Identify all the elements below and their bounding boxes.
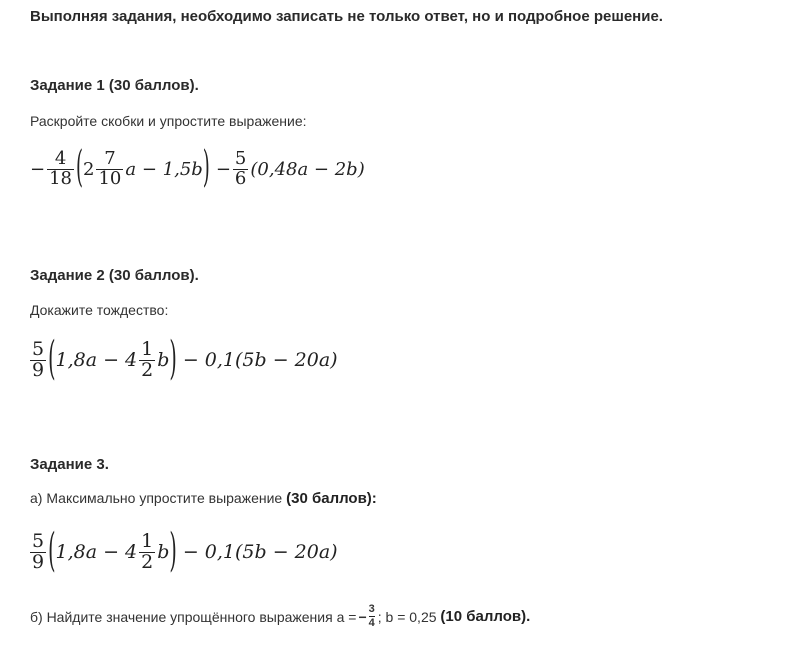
task3-f2-denominator: 2 [141, 550, 154, 573]
task2-tail-term: − 0,1(5b − 20a) [182, 349, 338, 372]
task2-expression [28, 332, 338, 386]
task3-f1-denominator: 9 [32, 550, 45, 573]
task1-f3-numerator: 5 [234, 148, 247, 169]
task2-fraction-1 [30, 340, 46, 381]
intro-text: Выполняя задания, необходимо записать не только ответ, но и подробное решение. [30, 8, 663, 25]
task2-instruction: Докажите тождество: [30, 302, 169, 318]
task1-fraction-1 [47, 150, 74, 189]
task3-f1-numerator: 5 [32, 530, 45, 552]
task3-part-a-text: а) Максимально упростите выражение [30, 490, 287, 506]
task2-f2-numerator: 1 [141, 338, 154, 360]
task1-expression [30, 142, 365, 194]
task2-fraction-2 [139, 340, 155, 381]
task3-title: Задание 3. [30, 456, 109, 473]
task1-title: Задание 1 (30 баллов). [30, 77, 199, 94]
task3-part-b-points: (10 баллов). [440, 608, 531, 625]
task1-sign: − [30, 158, 46, 180]
task2-right-paren: ) [169, 332, 177, 386]
task3-fraction-1 [30, 532, 46, 573]
task3-part-a [30, 490, 377, 507]
task1-fraction-3 [233, 150, 248, 189]
task3-part-b [30, 604, 530, 629]
task3-head-term: 1,8a − 4 [55, 541, 138, 564]
task1-f2-numerator: 7 [104, 148, 116, 169]
task3-part-b-rest: ; b = 0,25 [377, 608, 441, 625]
task1-f1-numerator: 4 [54, 148, 67, 169]
task3-expression [28, 524, 338, 578]
task3-part-b-minus: − [358, 608, 367, 625]
task1-f1-denominator: 18 [49, 167, 72, 189]
task3-part-b-fraction [369, 604, 375, 629]
task2-f2-denominator: 2 [141, 358, 154, 381]
task2-left-paren: ( [48, 332, 56, 386]
task3-part-b-text: б) Найдите значение упрощённого выражения a = [30, 608, 357, 625]
task1-instruction: Раскройте скобки и упростите выражение: [30, 113, 307, 129]
task1-right-paren: ) [202, 142, 210, 194]
task3-tail-term: − 0,1(5b − 20a) [182, 541, 338, 564]
task1-whole: 2 [83, 158, 95, 180]
task2-f1-numerator: 5 [32, 338, 45, 360]
task2-head-term: 1,8a − 4 [55, 349, 138, 372]
task3-part-b-denominator: 4 [368, 617, 375, 629]
task3-part-a-points: (30 баллов): [286, 490, 377, 507]
task3-left-paren: ( [48, 524, 56, 578]
task2-f1-denominator: 9 [32, 358, 45, 381]
task1-minus: − [215, 158, 231, 180]
task3-fraction-2 [139, 532, 155, 573]
task2-title: Задание 2 (30 баллов). [30, 267, 199, 284]
task1-left-paren: ( [76, 142, 84, 194]
task3-f2-numerator: 1 [141, 530, 154, 552]
task3-variable: b [157, 541, 170, 564]
task1-tail-term: (0,48a − 2b) [250, 158, 365, 180]
task1-middle-term: a − 1,5b [125, 158, 203, 180]
task3-right-paren: ) [169, 524, 177, 578]
task1-f2-denominator: 10 [98, 167, 122, 189]
task3-part-b-numerator: 3 [368, 603, 375, 615]
task2-variable: b [157, 349, 170, 372]
task1-fraction-2 [96, 150, 123, 189]
task1-f3-denominator: 6 [234, 167, 247, 189]
